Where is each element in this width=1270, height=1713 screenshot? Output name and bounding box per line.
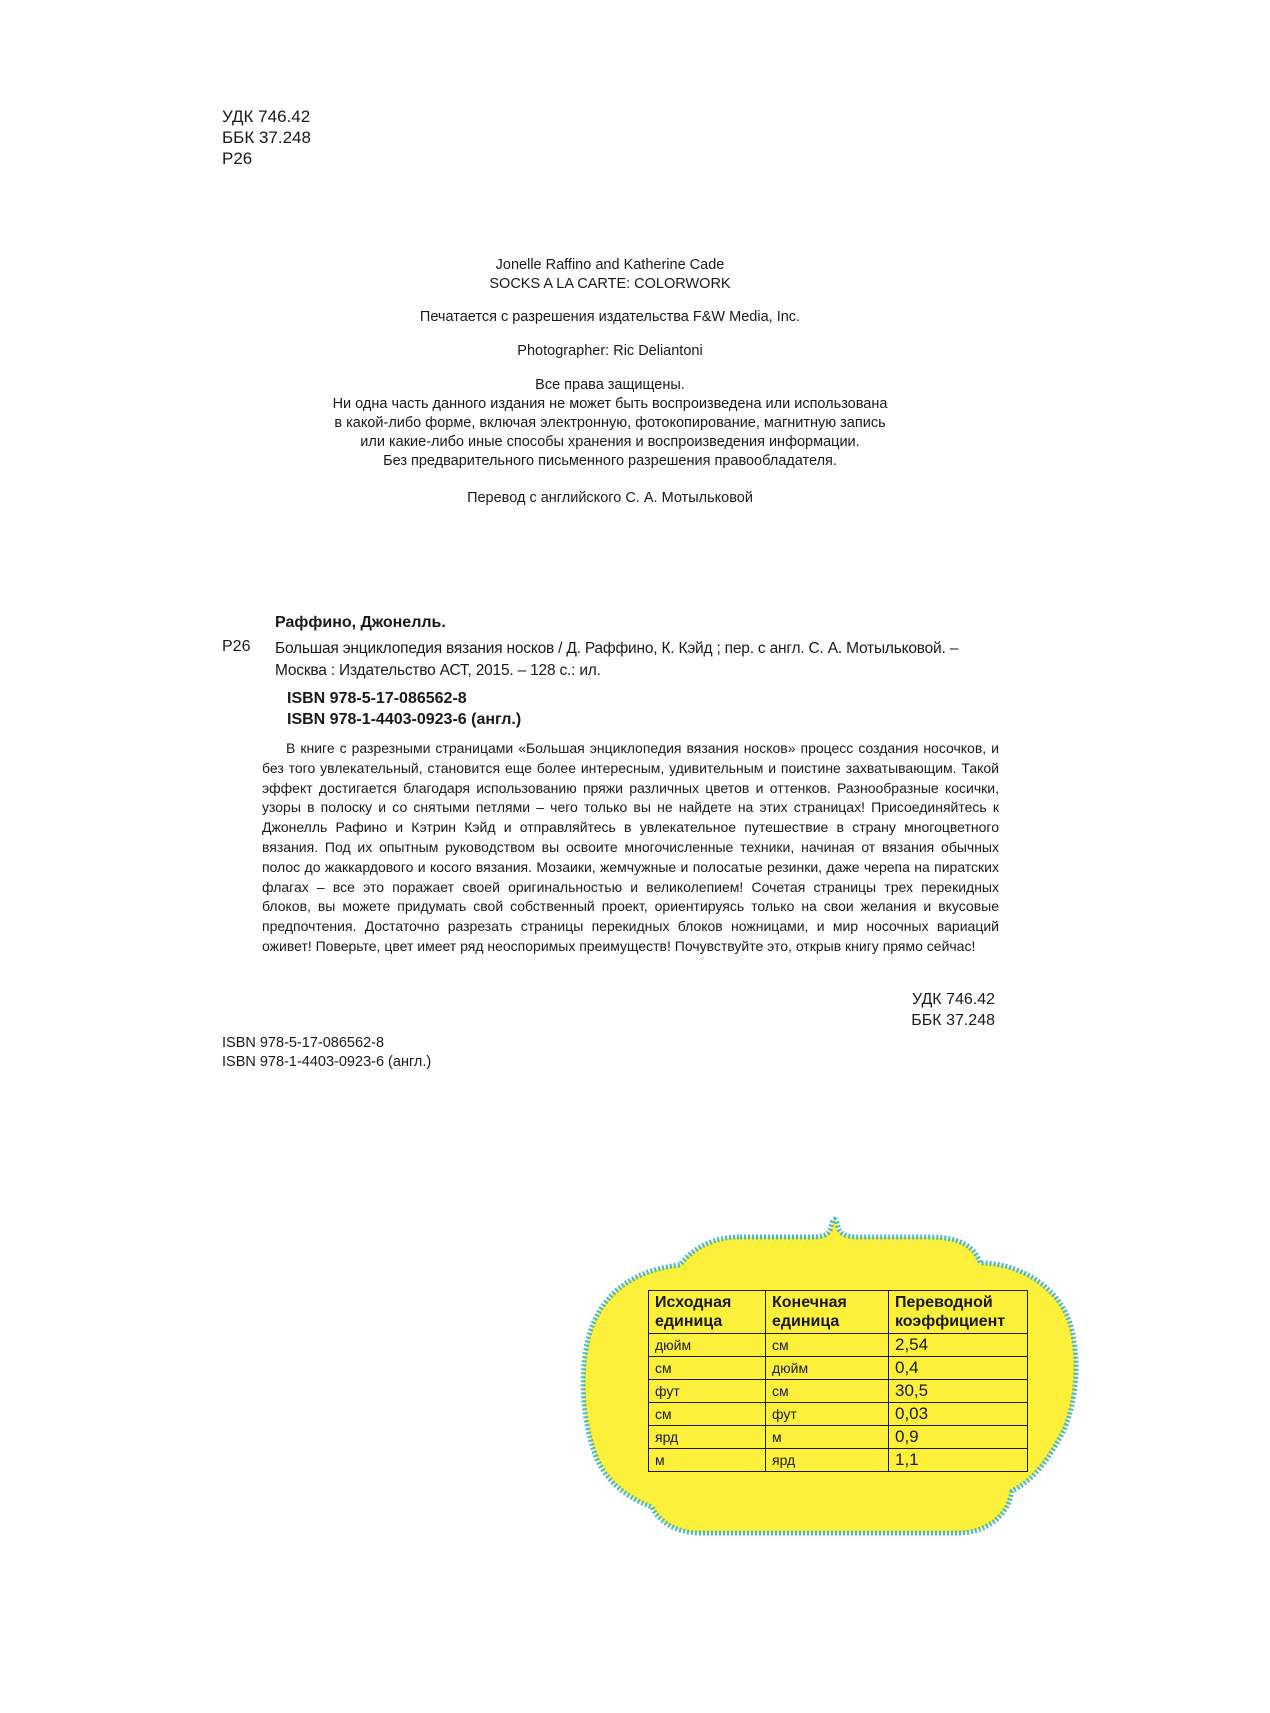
conversion-table bbox=[648, 1290, 1028, 1472]
factor-cell: 1,1 bbox=[889, 1449, 1028, 1472]
rights-line: Без предварительного письменного разрешения правообладателя. bbox=[383, 453, 837, 469]
source-unit-cell: дюйм bbox=[649, 1334, 766, 1357]
table-header-row bbox=[649, 1291, 1028, 1334]
rights-line: Ни одна часть данного издания не может быть воспроизведена или использована bbox=[332, 396, 888, 412]
description-line: Большая энциклопедия вязания носков / Д. Раффино, К. Кэйд ; пер. с англ. С. А. Мотыльковой. – bbox=[275, 640, 959, 657]
bbk-code: ББК 37.248 bbox=[911, 1012, 995, 1029]
factor-cell: 0,4 bbox=[889, 1357, 1028, 1380]
source-unit-cell: м bbox=[649, 1449, 766, 1472]
permission-line: Печатается с разрешения издательства F&W Media, Inc. bbox=[419, 309, 801, 325]
target-unit-cell: см bbox=[766, 1380, 889, 1403]
header-target-unit: Конечная единица bbox=[766, 1291, 889, 1334]
photographer-line: Photographer: Ric Deliantoni bbox=[517, 343, 703, 359]
factor-cell: 30,5 bbox=[889, 1380, 1028, 1403]
isbn-ru: ISBN 978-5-17-086562-8 bbox=[287, 690, 467, 707]
source-unit-cell: ярд bbox=[649, 1426, 766, 1449]
authors-en: Jonelle Raffino and Katherine Cade bbox=[495, 257, 725, 273]
header-factor: Переводной коэффициент bbox=[889, 1291, 1028, 1334]
target-unit-cell: м bbox=[766, 1426, 889, 1449]
target-unit-cell: дюйм bbox=[766, 1357, 889, 1380]
isbn-ru: ISBN 978-5-17-086562-8 bbox=[222, 1035, 385, 1051]
udk-code: УДК 746.42 bbox=[912, 991, 995, 1008]
catalog-description bbox=[275, 638, 1005, 682]
translation-line: Перевод с английского С. А. Мотыльковой bbox=[467, 490, 753, 506]
factor-cell: 0,9 bbox=[889, 1426, 1028, 1449]
title-en: SOCKS A LA CARTE: COLORWORK bbox=[489, 276, 731, 292]
target-unit-cell: ярд bbox=[766, 1449, 889, 1472]
rights-notice bbox=[0, 376, 1220, 471]
source-unit-cell: см bbox=[649, 1403, 766, 1426]
source-unit-cell: фут bbox=[649, 1380, 766, 1403]
factor-cell: 2,54 bbox=[889, 1334, 1028, 1357]
table-row bbox=[649, 1380, 1028, 1403]
factor-cell: 0,03 bbox=[889, 1403, 1028, 1426]
author-mark: Р26 bbox=[222, 149, 253, 168]
udk-block bbox=[222, 106, 311, 169]
target-unit-cell: см bbox=[766, 1334, 889, 1357]
table-row bbox=[649, 1334, 1028, 1357]
table-row bbox=[649, 1426, 1028, 1449]
rights-line: или какие-либо иные способы хранения и воспроизведения информации. bbox=[360, 434, 860, 450]
header-source-unit: Исходная единица bbox=[649, 1291, 766, 1334]
bbk-code: ББК 37.248 bbox=[222, 128, 311, 147]
rights-line: Все права защищены. bbox=[535, 377, 685, 393]
table-row bbox=[649, 1357, 1028, 1380]
source-unit-cell: см bbox=[649, 1357, 766, 1380]
description-line: Москва : Издательство АСТ, 2015. – 128 с.: ил. bbox=[275, 662, 601, 679]
udk-code: УДК 746.42 bbox=[222, 107, 311, 126]
original-edition bbox=[0, 256, 1220, 294]
isbn-footer bbox=[222, 1034, 431, 1072]
annotation: В книге с разрезными страницами «Большая энциклопедия вязания носков» процесс создания носочков, и без того увлекательный, становится еще более интересным, удивительным и поистине захватывающим. Такой эффект достигается благодаря использованию пряжи различных цветов и оттенков. Разнообразные косички, узоры в полоску и со снятыми петлями – чего только вы не найдете на этих страницах! Присоединяйтесь к Джонелль Рафино и Кэтрин Кэйд и отправляйтесь в увлекательное путешествие в страну многоцветного вязания. Под их опытным руководством вы освоите многочисленные техники, начиная от вязания обычных полос до жаккардового и косого вязания. Мозаики, жемчужные и полосатые резинки, даже черепа на пиратских флагах – все это поражает своей оригинальностью и великолепием! Сочетая страницы трех перекидных блоков, вы можете придумать свой собственный проект, ориентируясь только на свои желания и вкусовые предпочтения. Достаточно разрезать страницы перекидных блоков ножницами, и мир носочных вариаций оживет! Поверьте, цвет имеет ряд неоспоримых преимуществ! Почувствуйте это, открыв книгу прямо сейчас! bbox=[262, 740, 999, 954]
catalog-udk bbox=[840, 989, 995, 1031]
catalog-author: Раффино, Джонелль. bbox=[275, 614, 446, 631]
catalog-isbn bbox=[287, 688, 521, 730]
catalog-code: Р26 bbox=[222, 638, 251, 655]
isbn-en: ISBN 978-1-4403-0923-6 (англ.) bbox=[287, 711, 522, 728]
rights-line: в какой-либо форме, включая электронную, фотокопирование, магнитную запись bbox=[334, 415, 886, 431]
table-row bbox=[649, 1449, 1028, 1472]
target-unit-cell: фут bbox=[766, 1403, 889, 1426]
isbn-en: ISBN 978-1-4403-0923-6 (англ.) bbox=[222, 1054, 432, 1070]
table-row bbox=[649, 1403, 1028, 1426]
